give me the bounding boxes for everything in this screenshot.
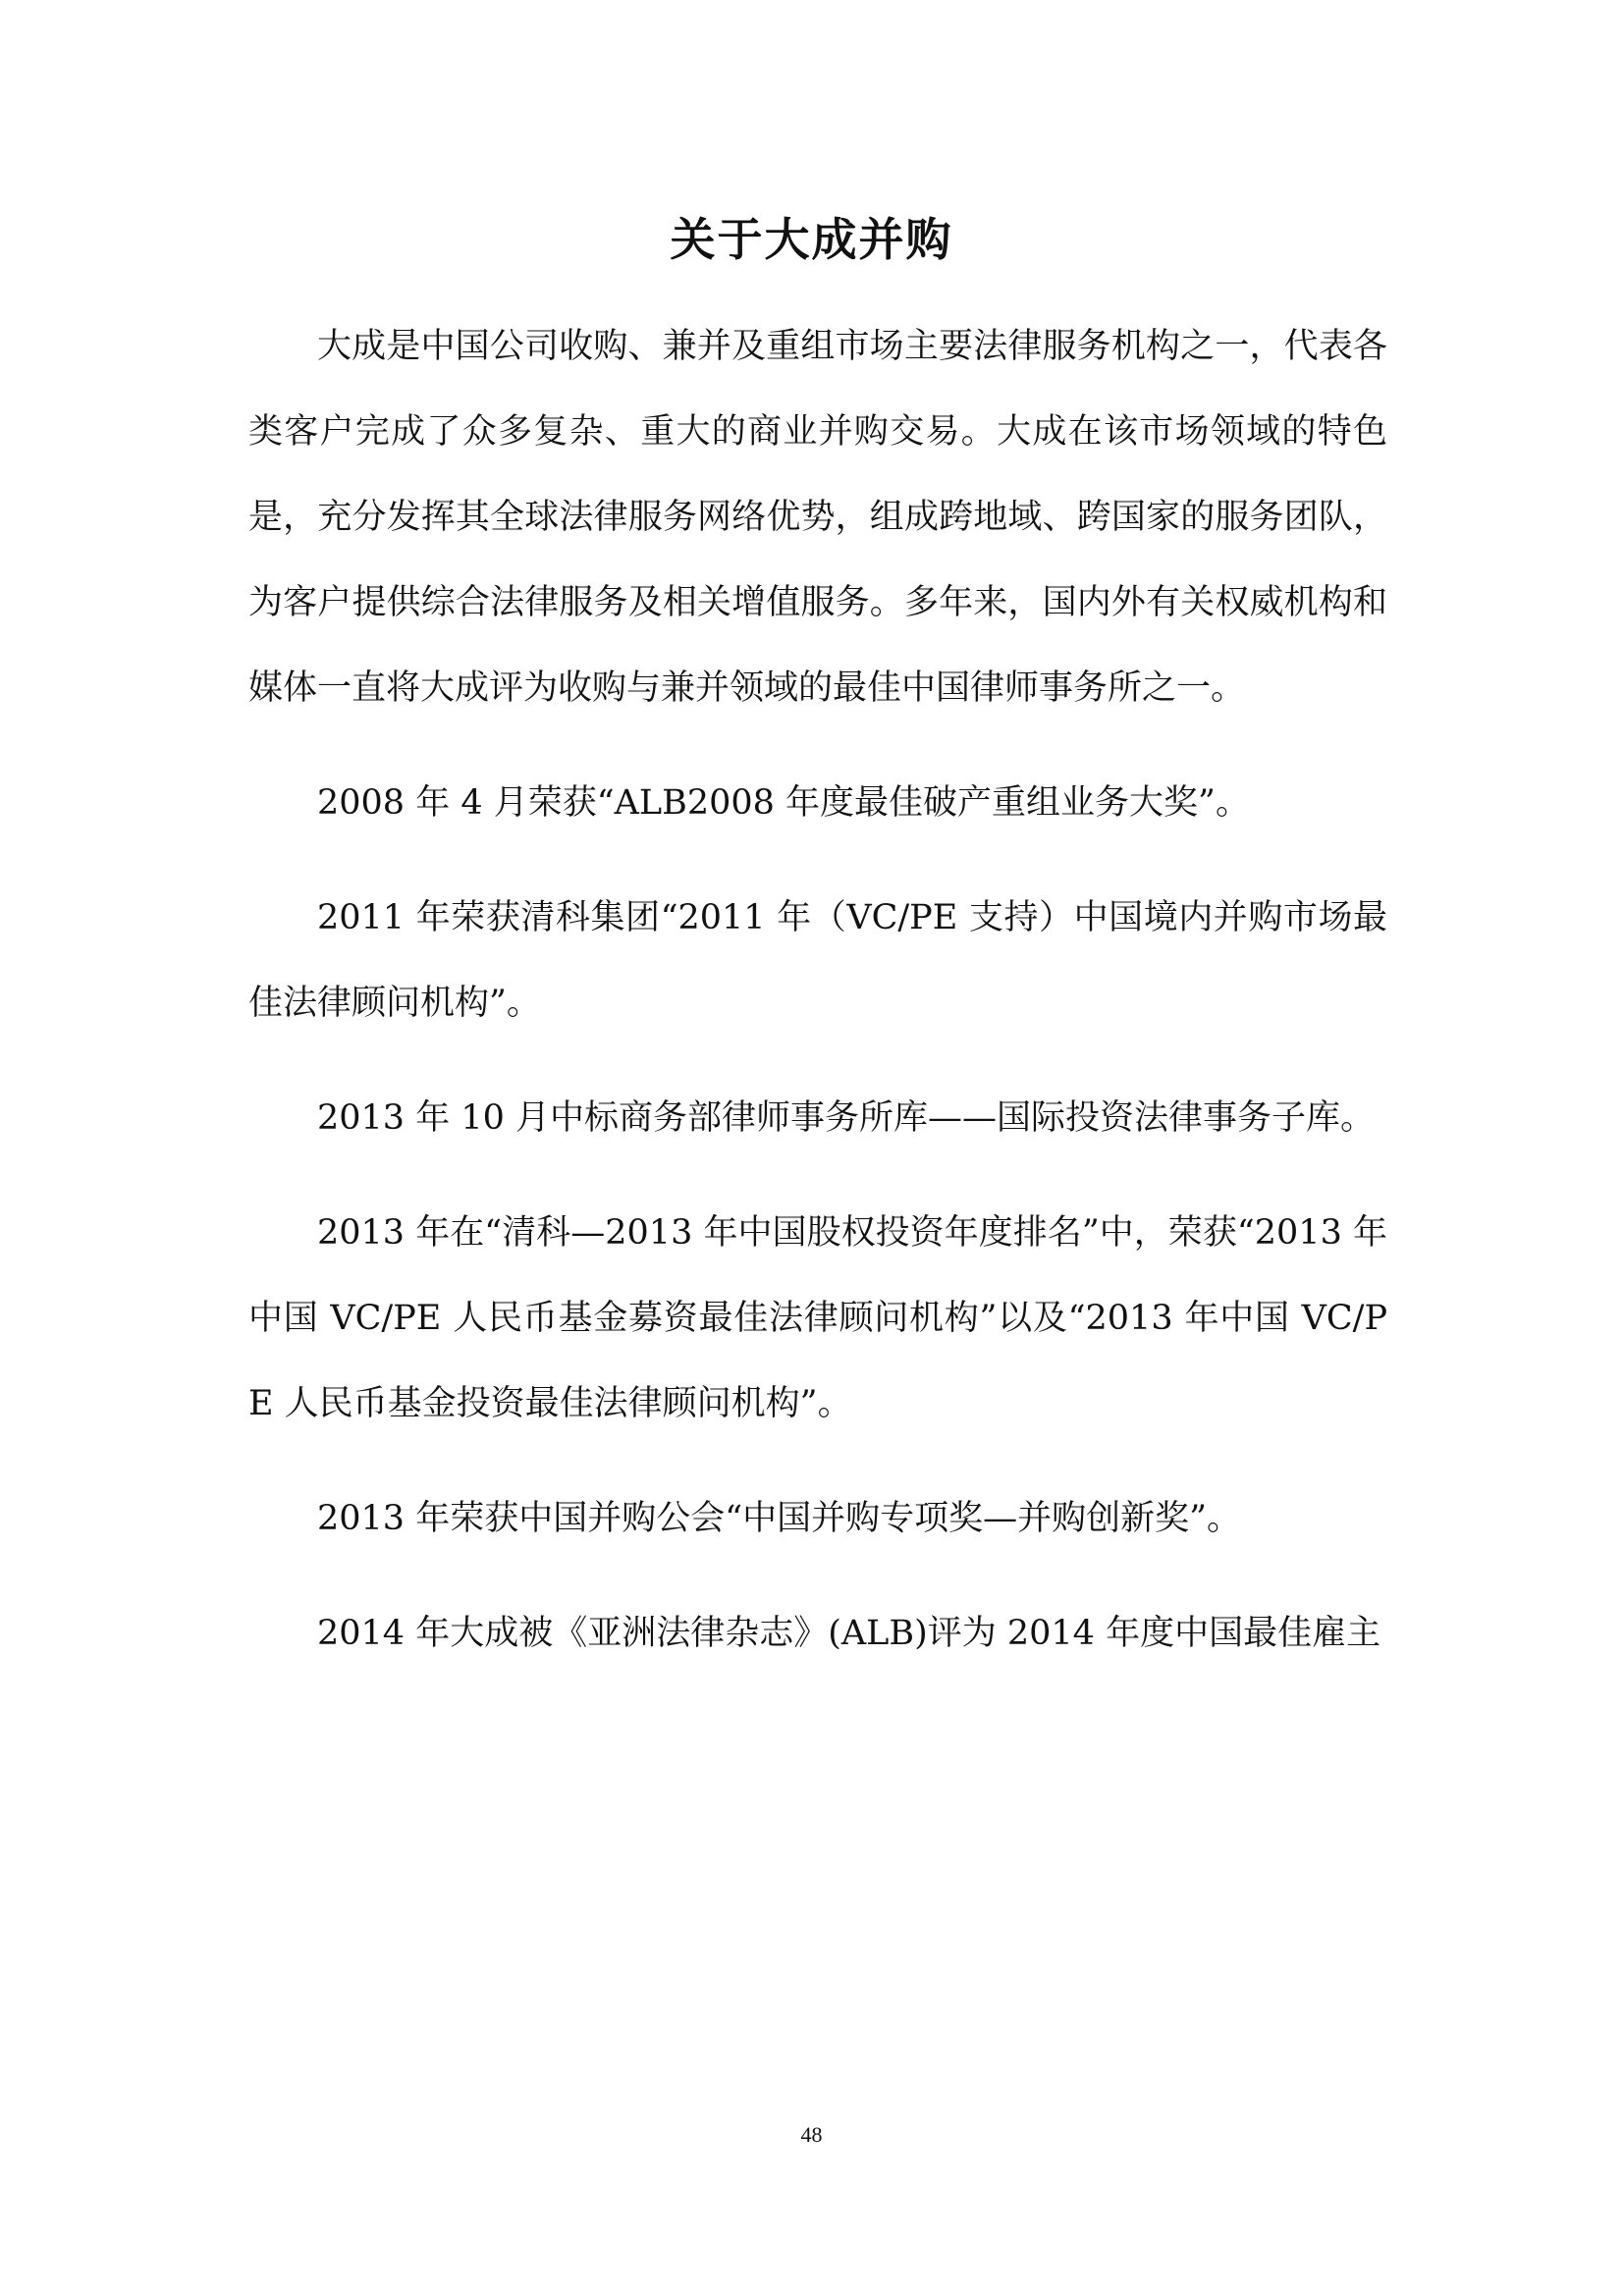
paragraph-award-2011: 2011 年荣获清科集团“2011 年（VC/PE 支持）中国境内并购市场最佳法律顾问机构”。 bbox=[248, 898, 1387, 1023]
body-text bbox=[248, 304, 1387, 1677]
paragraph-intro: 大成是中国公司收购、兼并及重组市场主要法律服务机构之一，代表各类客户完成了众多复杂、重大的商业并购交易。大成在该市场领域的特色是，充分发挥其全球法律服务网络优势，组成跨地域、跨国家的服务团队，为客户提供综合法律服务及相关增值服务。多年来，国内外有关权威机构和媒体一直将大成评为收购与兼并领域的最佳中国律师事务所之一。 bbox=[248, 327, 1387, 708]
paragraph-award-2008: 2008 年 4 月荣获“ALB2008 年度最佳破产重组业务大奖”。 bbox=[317, 783, 1250, 823]
paragraph-award-2013-zero2ipo: 2013 年在“清科—2013 年中国股权投资年度排名”中，荣获“2013 年中国 VC/PE 人民币基金募资最佳法律顾问机构”以及“2013 年中国 VC/PE 人民币基金投资最佳法律顾问机构”。 bbox=[248, 1213, 1387, 1423]
paragraph-award-2013-ma-association: 2013 年荣获中国并购公会“中国并购专项奖—并购创新奖”。 bbox=[317, 1499, 1241, 1538]
page-number: 48 bbox=[800, 2122, 823, 2147]
page-title: 关于大成并购 bbox=[670, 213, 953, 266]
paragraph-award-2014-alb: 2014 年大成被《亚洲法律杂志》(ALB)评为 2014 年度中国最佳雇主 bbox=[317, 1614, 1381, 1653]
paragraph-award-2013-mofcom: 2013 年 10 月中标商务部律师事务所库——国际投资法律事务子库。 bbox=[317, 1098, 1375, 1138]
